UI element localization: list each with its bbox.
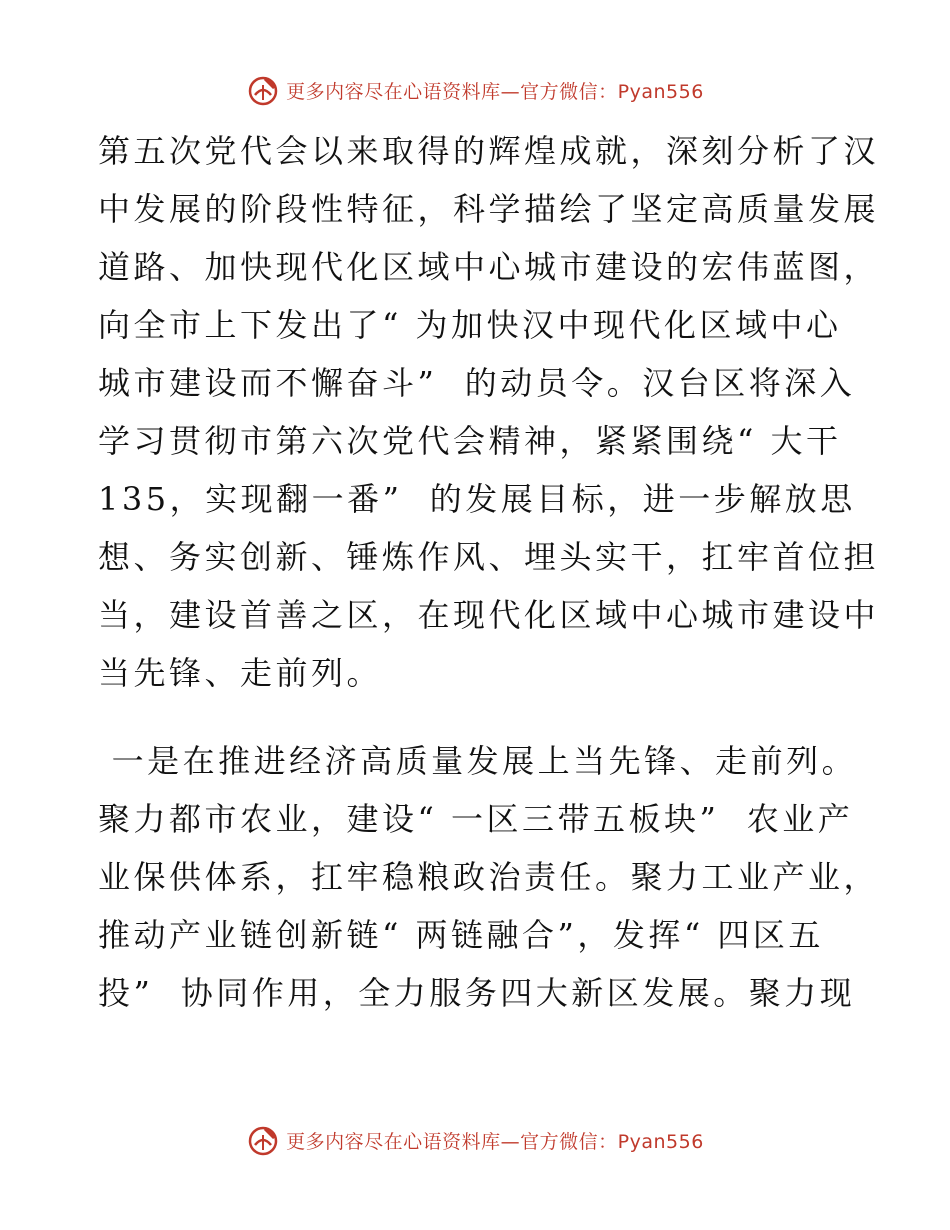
- text-line: 想、务实创新、锤炼作风、埋头实干，扛牢首位担: [98, 538, 880, 576]
- text-line: 中发展的阶段性特征，科学描绘了坚定高质量发展: [98, 190, 880, 228]
- book-pen-logo-icon: [246, 73, 280, 107]
- header-banner-text: 更多内容尽在心语资料库—官方微信：Pyan556: [286, 80, 704, 103]
- text-line: 第五次党代会以来取得的辉煌成就，深刻分析了汉: [98, 132, 880, 170]
- text-line: 聚力都市农业，建设“ 一区三带五板块” 农业产: [98, 800, 854, 838]
- text-line: 推动产业链创新链“ 两链融合”，发挥“ 四区五: [98, 916, 824, 954]
- paragraph-1: [98, 122, 880, 702]
- header-banner-content: [246, 73, 704, 107]
- text-line: 一是在推进经济高质量发展上当先锋、走前列。: [98, 742, 858, 780]
- paragraph-spacer: [98, 702, 858, 732]
- text-line: 业保供体系，扛牢稳粮政治责任。聚力工业产业，: [98, 858, 880, 896]
- text-line: 135，实现翻一番” 的发展目标，进一步解放思: [98, 480, 856, 518]
- footer-banner-content: [246, 1123, 704, 1157]
- paragraph-2: [98, 732, 880, 1022]
- header-banner: [0, 70, 950, 110]
- text-line: 向全市上下发出了“ 为加快汉中现代化区域中心: [98, 306, 842, 344]
- text-line: 投” 协同作用，全力服务四大新区发展。聚力现: [98, 974, 856, 1012]
- text-line: 道路、加快现代化区域中心城市建设的宏伟蓝图，: [98, 248, 880, 286]
- footer-banner-text: 更多内容尽在心语资料库—官方微信：Pyan556: [286, 1130, 704, 1153]
- book-pen-logo-icon: [246, 1123, 280, 1157]
- text-line: 当，建设首善之区，在现代化区域中心城市建设中: [98, 596, 880, 634]
- text-line: 城市建设而不懈奋斗” 的动员令。汉台区将深入: [98, 364, 856, 402]
- text-line: 当先锋、走前列。: [98, 654, 383, 692]
- footer-banner: [0, 1120, 950, 1160]
- text-line: 学习贯彻市第六次党代会精神，紧紧围绕“ 大干: [98, 422, 842, 460]
- document-body: [98, 122, 880, 1022]
